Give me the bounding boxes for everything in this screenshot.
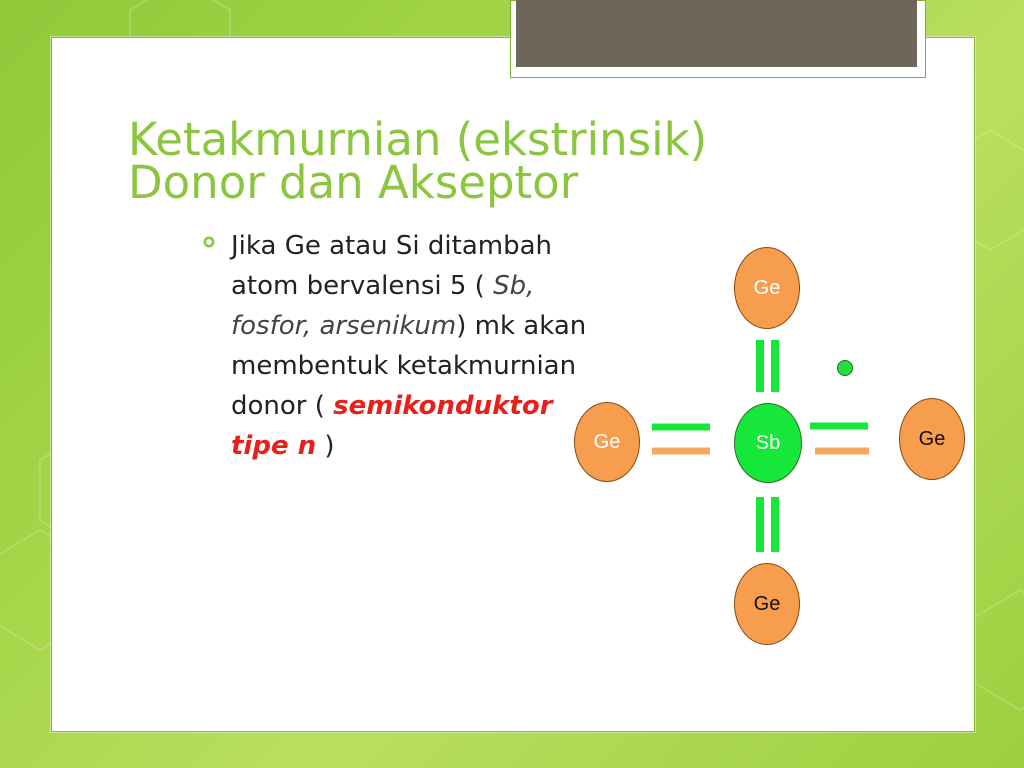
bullet-text-part-3: ) [316,431,335,461]
atom-ge-top: Ge [734,247,800,329]
bullet-text-italic: Sb, fosfor, arsenikum [231,271,535,341]
title-line-2: Donor dan Akseptor [128,156,579,209]
free-electron-dot [837,360,853,376]
atom-ge-left: Ge [574,402,640,482]
bullet-text-highlight: semikonduktor tipe n [231,391,553,461]
atom-ge-right: Ge [899,398,965,480]
bullet-text-part-2: ) mk akan membentuk ketakmurnian donor ( [231,311,587,421]
bullet-text-part-1: Jika Ge atau Si ditambah atom bervalensi 5 ( [231,231,552,301]
atom-ge-bottom: Ge [734,563,800,645]
atom-sb-center: Sb [734,403,802,483]
title-line-1: Ketakmurnian (ekstrinsik) [128,113,708,166]
